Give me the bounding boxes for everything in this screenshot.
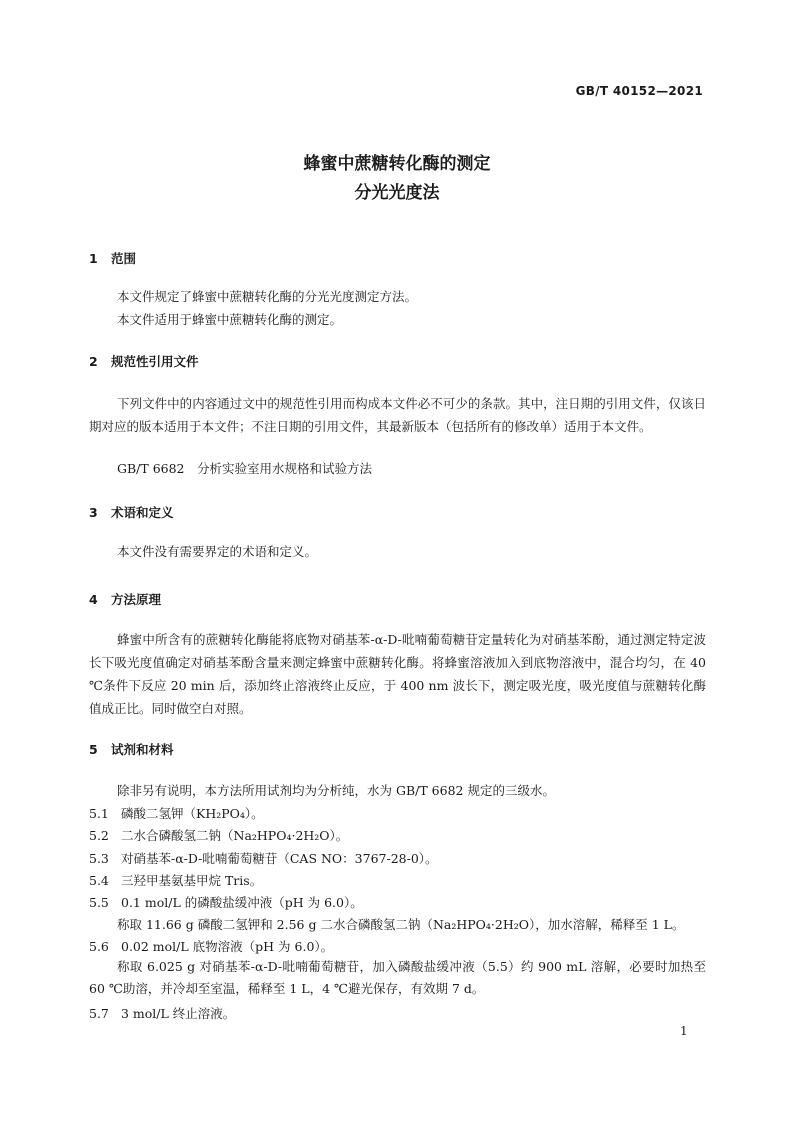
- item-number: 5.1: [89, 806, 109, 821]
- terms-paragraph: 本文件没有需要界定的术语和定义。: [117, 544, 318, 559]
- document-title: [0, 150, 794, 208]
- section-number: 5: [89, 742, 98, 757]
- reagent-item: [89, 849, 438, 869]
- item-text: 3 mol/L 终止溶液。: [121, 1006, 236, 1021]
- item-number: 5.6: [89, 939, 109, 954]
- title-line-2: 分光光度法: [354, 183, 440, 203]
- section-heading-2: [89, 352, 199, 370]
- reagent-item-description: 称取 11.66 g 磷酸二氢钾和 2.56 g 二水合磷酸氢二钠（Na₂HPO₄·2H₂O），加水溶解，稀释至 1 L。: [117, 917, 685, 932]
- reagent-item: [89, 804, 264, 824]
- standard-code: GB/T 40152—2021: [575, 84, 703, 98]
- section-number: 3: [89, 505, 98, 520]
- scope-paragraph-1: 本文件规定了蜂蜜中蔗糖转化酶的分光光度测定方法。: [117, 289, 418, 304]
- item-number: 5.2: [89, 828, 109, 843]
- section-heading-4: [89, 590, 161, 608]
- item-text: 磷酸二氢钾（KH₂PO₄）。: [121, 806, 264, 821]
- section-number: 1: [89, 251, 98, 266]
- reagent-item-description: 称取 6.025 g 对硝基苯-α-D-吡喃葡萄糖苷，加入磷酸盐缓冲液（5.5）约 900 mL 溶解，必要时加热至 60 ℃助溶，并冷却至室温，稀释至 1 L，4 ℃避光保存，有效期 7 d。: [89, 959, 706, 996]
- section-title: 试剂和材料: [111, 742, 174, 757]
- section-title: 术语和定义: [111, 505, 174, 520]
- item-text: 0.02 mol/L 底物溶液（pH 为 6.0）。: [121, 939, 334, 954]
- reagent-item: [89, 826, 348, 846]
- section-heading-5: [89, 740, 174, 758]
- item-number: 5.7: [89, 1006, 109, 1021]
- item-text: 对硝基苯-α-D-吡喃葡萄糖苷（CAS NO：3767-28-0）。: [121, 851, 438, 866]
- section-heading-1: [89, 249, 136, 267]
- item-number: 5.5: [89, 895, 109, 910]
- principle-paragraph: 蜂蜜中所含有的蔗糖转化酶能将底物对硝基苯-α-D-吡喃葡萄糖苷定量转化为对硝基苯酚，通过测定特定波长下吸光度值确定对硝基苯酚含量来测定蜂蜜中蔗糖转化酶。将蜂蜜溶液加入到底物溶液中，混合均匀，在 40 ℃条件下反应 20 min 后，添加终止溶液终止反应，于 400 nm 波长下，测定吸光度，吸光度值与蔗糖转化酶值成正比。同时做空白对照。: [89, 632, 706, 716]
- section-title: 规范性引用文件: [111, 354, 199, 369]
- item-text: 0.1 mol/L 的磷酸盐缓冲液（pH 为 6.0）。: [121, 895, 363, 910]
- reagent-item: [89, 1004, 235, 1024]
- section-title: 方法原理: [111, 592, 162, 607]
- reagent-item: [89, 893, 363, 913]
- page-number: 1: [680, 1024, 688, 1038]
- section-heading-3: [89, 503, 174, 521]
- item-text: 二水合磷酸氢二钠（Na₂HPO₄·2H₂O）。: [121, 828, 349, 843]
- reagents-intro: 除非另有说明，本方法所用试剂均为分析纯，水为 GB/T 6682 规定的三级水。: [117, 783, 555, 798]
- section-title: 范围: [111, 251, 137, 266]
- normative-reference-item: GB/T 6682 分析实验室用水规格和试验方法: [117, 461, 373, 476]
- item-number: 5.3: [89, 851, 109, 866]
- reagent-item: [89, 871, 262, 891]
- title-line-1: 蜂蜜中蔗糖转化酶的测定: [303, 154, 491, 174]
- item-number: 5.4: [89, 873, 109, 888]
- scope-paragraph-2: 本文件适用于蜂蜜中蔗糖转化酶的测定。: [117, 312, 343, 327]
- normative-references-paragraph: 下列文件中的内容通过文中的规范性引用而构成本文件必不可少的条款。其中，注日期的引用文件，仅该日期对应的版本适用于本文件；不注日期的引用文件，其最新版本（包括所有的修改单）适用于本文件。: [89, 396, 706, 434]
- item-text: 三羟甲基氨基甲烷 Tris。: [121, 873, 263, 888]
- reagent-item: [89, 937, 333, 957]
- section-number: 2: [89, 354, 98, 369]
- section-number: 4: [89, 592, 98, 607]
